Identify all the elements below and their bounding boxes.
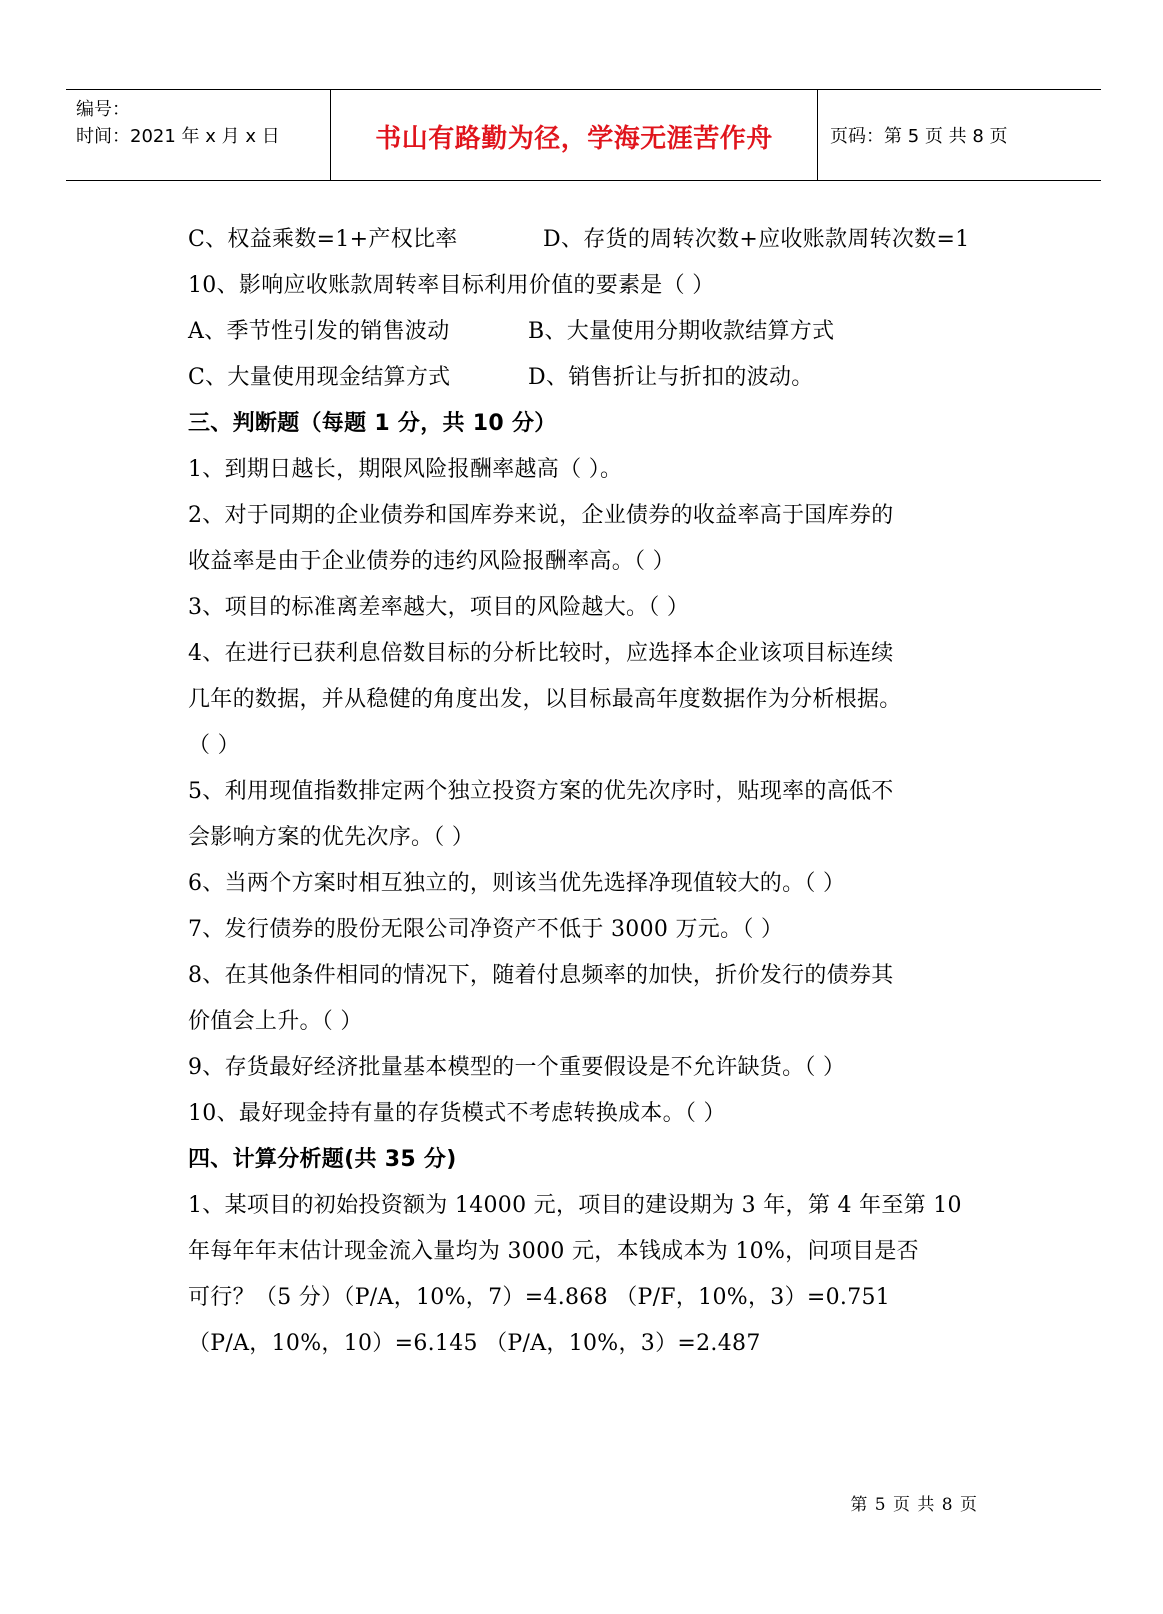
option-a: A、季节性引发的销售波动 — [188, 319, 450, 344]
option-d: D、存货的周转次数+应收账款周转次数=1 — [543, 227, 970, 252]
question-line: （P/A，10%，10）=6.145 （P/A，10%，3）=2.487 — [188, 1331, 761, 1356]
question-line: 年每年年末估计现金流入量均为 3000 元，本钱成本为 10%，问项目是否 — [188, 1239, 919, 1264]
option-line — [188, 355, 978, 401]
question-line: 10、影响应收账款周转率目标利用价值的要素是（ ） — [188, 273, 715, 298]
question-line: 4、在进行已获利息倍数目标的分析比较时，应选择本企业该项目标连续 — [188, 641, 894, 666]
option-c: C、大量使用现金结算方式 — [188, 365, 451, 390]
option-d: D、销售折让与折扣的波动。 — [528, 365, 814, 390]
question-line: 可行？（5 分）（P/A，10%，7）=4.868 （P/F，10%，3）=0.751 — [188, 1285, 891, 1310]
page-footer: 第 5 页 共 8 页 — [850, 1495, 978, 1515]
document-body — [188, 217, 978, 1367]
date-label: 时间：2021 年 x 月 x 日 — [76, 126, 280, 147]
question-line: 价值会上升。（ ） — [188, 1009, 363, 1034]
motto-text: 书山有路勤为径，学海无涯苦作舟 — [375, 123, 773, 154]
header-page-cell — [818, 90, 1101, 180]
question-line: 1、到期日越长，期限风险报酬率越高（ ）。 — [188, 457, 623, 482]
question-line: 5、利用现值指数排定两个独立投资方案的优先次序时，贴现率的高低不 — [188, 779, 894, 804]
question-line: 几年的数据，并从稳健的角度出发，以目标最高年度数据作为分析根据。 — [188, 687, 902, 712]
section-heading: 四、计算分析题(共 35 分) — [188, 1147, 457, 1172]
question-line: 7、发行债券的股份无限公司净资产不低于 3000 万元。（ ） — [188, 917, 784, 942]
question-line: （ ） — [188, 733, 240, 758]
header-motto-cell — [331, 90, 818, 180]
option-b: B、大量使用分期收款结算方式 — [528, 319, 835, 344]
question-line: 9、存货最好经济批量基本模型的一个重要假设是不允许缺货。（ ） — [188, 1055, 846, 1080]
question-line: 10、最好现金持有量的存货模式不考虑转换成本。（ ） — [188, 1101, 726, 1126]
question-line: 2、对于同期的企业债券和国库券来说，企业债券的收益率高于国库券的 — [188, 503, 894, 528]
question-line: 会影响方案的优先次序。（ ） — [188, 825, 475, 850]
option-c: C、权益乘数=1+产权比率 — [188, 227, 458, 252]
question-line: 8、在其他条件相同的情况下，随着付息频率的加快，折价发行的债券其 — [188, 963, 894, 988]
serial-number-label: 编号： — [76, 99, 130, 120]
document-header — [66, 89, 1101, 181]
option-line — [188, 309, 978, 355]
option-line — [188, 217, 978, 263]
question-line: 3、项目的标准离差率越大，项目的风险越大。（ ） — [188, 595, 690, 620]
section-heading: 三、判断题（每题 1 分，共 10 分） — [188, 411, 557, 436]
question-line: 1、某项目的初始投资额为 14000 元，项目的建设期为 3 年，第 4 年至第 10 — [188, 1193, 962, 1218]
header-meta-cell — [66, 90, 331, 180]
page-number-label: 页码：第 5 页 共 8 页 — [830, 126, 1008, 147]
question-line: 6、当两个方案时相互独立的，则该当优先选择净现值较大的。（ ） — [188, 871, 846, 896]
question-line: 收益率是由于企业债券的违约风险报酬率高。（ ） — [188, 549, 675, 574]
